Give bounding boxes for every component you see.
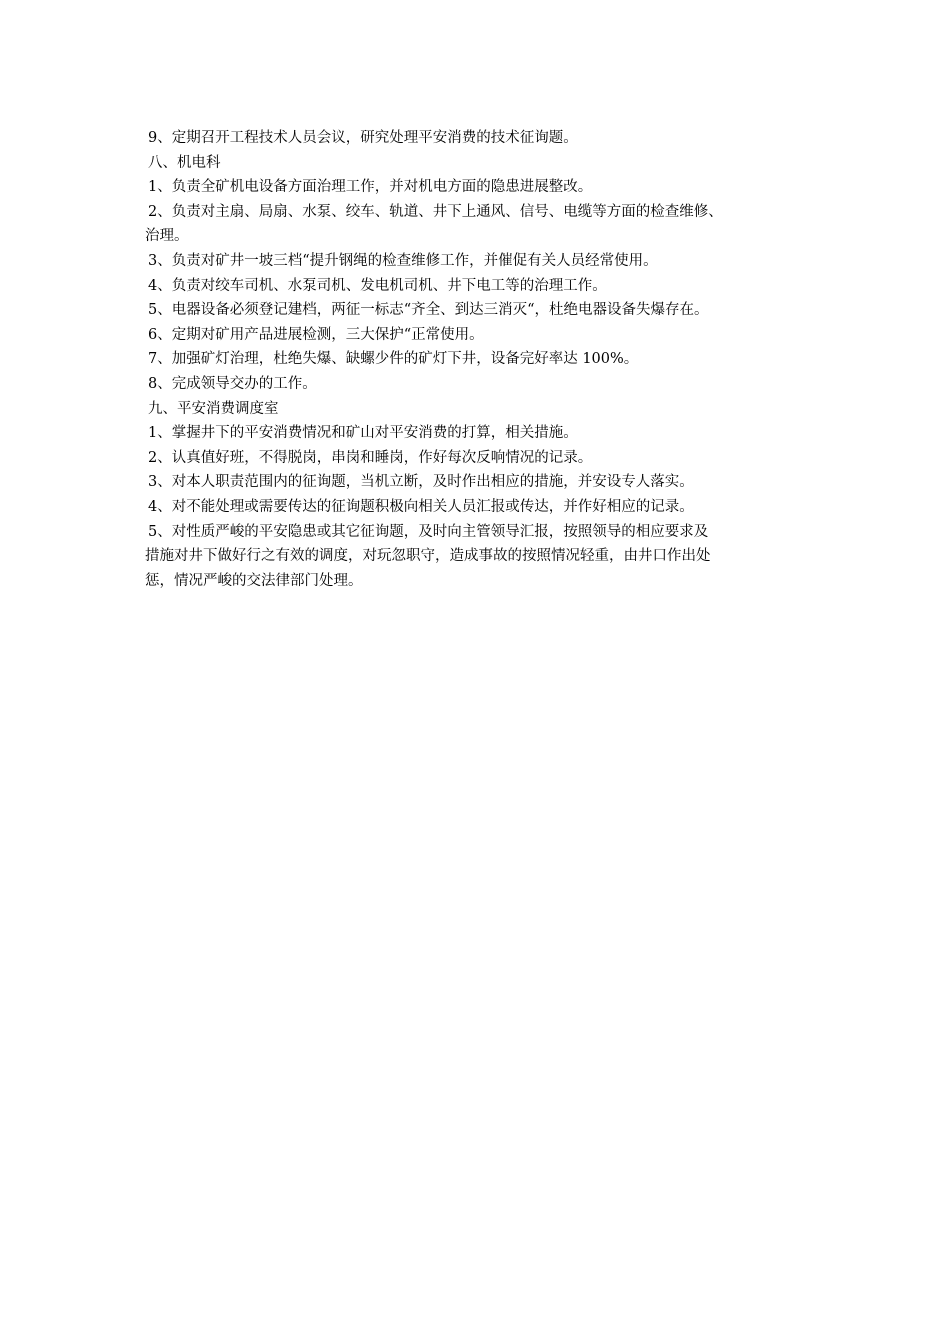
paragraph-dispatch-item-4: 4、对不能处理或需要传达的征询题积极向相关人员汇报或传达，并作好相应的记录。 [148, 498, 694, 515]
paragraph-dispatch-item-1: 1、掌握井下的平安消费情况和矿山对平安消费的打算，相关措施。 [148, 425, 578, 442]
section-heading-electromechanical: 八、机电科 [148, 154, 221, 171]
paragraph-item-2-continued: 治理。 [145, 228, 189, 245]
paragraph-item-5: 5、电器设备必须登记建档，两征一标志“齐全、到达三消灭“，杜绝电器设备失爆存在。 [148, 302, 709, 319]
paragraph-dispatch-item-5-continued-2: 惩，情况严峻的交法律部门处理。 [145, 572, 363, 589]
paragraph-dispatch-item-5: 5、对性质严峻的平安隐患或其它征询题，及时向主管领导汇报，按照领导的相应要求及 [148, 523, 709, 540]
paragraph-dispatch-item-3: 3、对本人职责范围内的征询题，当机立断，及时作出相应的措施，并安设专人落实。 [148, 474, 694, 491]
paragraph-item-2: 2、负责对主扇、局扇、水泵、绞车、轨道、井下上通风、信号、电缆等方面的检查维修、 [148, 203, 723, 220]
paragraph-dispatch-item-2: 2、认真值好班，不得脱岗，串岗和睡岗，作好每次反响情况的记录。 [148, 449, 593, 466]
paragraph-dispatch-item-5-continued: 措施对井下做好行之有效的调度，对玩忽职守，造成事故的按照情况轻重，由井口作出处 [145, 548, 711, 565]
document-body [145, 126, 825, 593]
paragraph-item-8: 8、完成领导交办的工作。 [148, 375, 317, 392]
paragraph-item-7: 7、加强矿灯治理，杜绝失爆、缺螺少件的矿灯下井，设备完好率达 100%。 [148, 351, 639, 368]
paragraph-item-9-meetings: 9、定期召开工程技术人员会议，研究处理平安消费的技术征询题。 [148, 130, 578, 146]
paragraph-item-1: 1、负责全矿机电设备方面治理工作，并对机电方面的隐患进展整改。 [148, 179, 593, 196]
paragraph-item-4: 4、负责对绞车司机、水泵司机、发电机司机、井下电工等的治理工作。 [148, 277, 607, 294]
paragraph-item-6: 6、定期对矿用产品进展检测，三大保护“正常使用。 [148, 326, 484, 343]
section-heading-dispatch-room: 九、平安消费调度室 [148, 400, 279, 417]
paragraph-item-3: 3、负责对矿井一坡三档“提升钢绳的检查维修工作，并催促有关人员经常使用。 [148, 252, 658, 269]
